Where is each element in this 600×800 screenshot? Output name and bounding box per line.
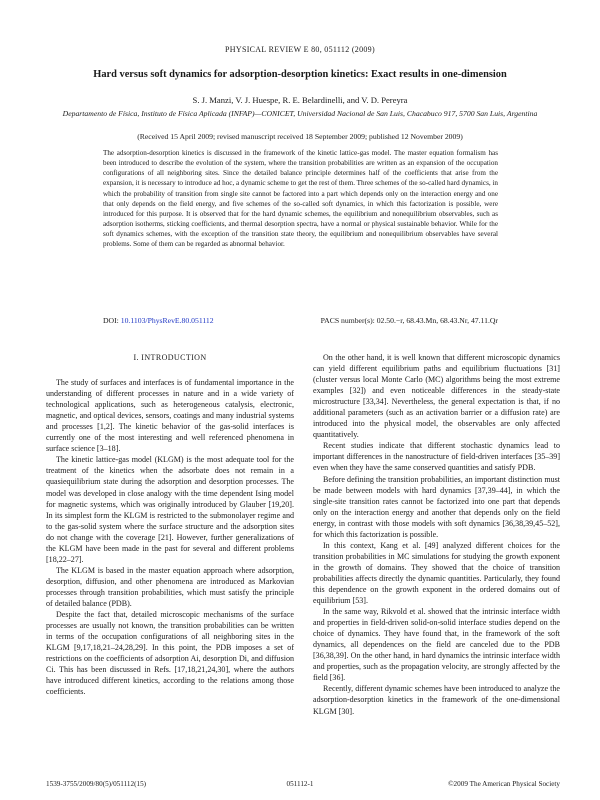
paragraph: In this context, Kang et al. [49] analyzed different choices for the transition probabilities in MC simulations for studying the growth exponent in the growth of domains. They showed that the choice of transition probabilities affects directly the dynamic quantities. Particularly, they found this dependence on the growth exponent in the ordered domains out of equilibrium [53]. xyxy=(313,540,560,606)
affiliation: Departamento de Física, Instituto de Física Aplicada (INFAP)—CONICET, Universidad Nacional de San Luis, Chacabuco 917, 5700 San Luis, Argentina xyxy=(62,109,538,118)
paragraph: In the same way, Rikvold et al. showed that the intrinsic interface width and properties in field-driven solid-on-solid interface studies depend on the choice of dynamics. They have found that, in the framework of the soft dynamics, all dependences on the field are canceled due to the PDB [36,38,39]. On the other hand, in hard dynamics the intrinsic interface width and properties, such as the propagation velocity, are strongly affected by the field [36]. xyxy=(313,607,560,683)
paragraph: Recent studies indicate that different stochastic dynamics lead to important differences in the nanostructure of field-driven interfaces [35–39] even when they have the same conserved quantities and satisfy PDB. xyxy=(313,441,560,473)
received-dates: (Received 15 April 2009; revised manuscript received 18 September 2009; published 12 November 2009) xyxy=(137,132,463,141)
paragraph: On the other hand, it is well known that different microscopic dynamics can yield different equilibrium paths and equilibrium fluctuations [31] (cluster versus local Monte Carlo (MC) algorithms being the most extreme examples [32]) and even noticeable differences in the steady-state microstructure [33,34]. Nevertheless, the general expectation is that, if no additional parameters (such as an activation barrier or a diffusion rate) are introduced into the physical model, the observables are only affected quantitatively. xyxy=(313,353,560,440)
abstract: The adsorption-desorption kinetics is discussed in the framework of the kinetic lattice-gas model. The master equation formalism has been introduced to describe the evolution of the system, where the transition probabilities are written as an expansion of the occupation configurations of all neighboring sites. Since the detailed balance principle determines half of the coefficients that arise from the expansion, it is necessary to introduce ad hoc, a dynamic scheme to get the rest of them. Three schemes of the so-called hard dynamics, in which the probability of transition from single site cannot be factored into a part which depends only on the interaction energy and one that only depends on the field energy, and five schemes of the so-called soft dynamics, in which this factorization is possible, were introduced for this purpose. It is observed that for the hard dynamic schemes, the equilibrium and nonequilibrium observables, such as adsorption isotherms, sticking coefficients, and thermal desorption spectra, have a normal or physical sustainable behavior. While for the soft dynamics schemes, with the exception of the transition state theory, the equilibrium and nonequilibrium observables have several problems. Some of them can be regarded as abnormal behavior. xyxy=(103,149,498,249)
author-list: S. J. Manzi, V. J. Huespe, R. E. Belardinelli, and V. D. Pereyra xyxy=(192,95,408,105)
paragraph: The study of surfaces and interfaces is of fundamental importance in the understanding of different processes in nature and in a wide variety of technological applications, such as heterogeneous catalysis, electronic, magnetic, and optical devices, sensors, coatings and many industrial systems and processes [1,2]. The kinetic behavior of the gas-solid interfaces is currently one of the most interesting and well referenced phenomena in surface science [3–18]. xyxy=(46,378,294,454)
pacs-numbers: PACS number(s): 02.50.−r, 68.43.Mn, 68.43.Nr, 47.11.Qr xyxy=(320,316,498,325)
footer-issn: 1539-3755/2009/80(5)/051112(15) xyxy=(46,780,147,788)
paragraph: The kinetic lattice-gas model (KLGM) is the most adequate tool for the treatment of the kinetics when the adsorbate does not remain in a quasiequilibrium state during the adsorption and desorption processes. The model was developed in close analogy with the time dependent Ising model for magnetic systems, which was originally introduced by Glauber [19,20]. In its simplest form the KLGM is restricted to the submonolayer regime and to the gas-solid system where the surface structure and the adsorption sites do not change with the coverage [21]. However, further generalizations of the KLGM have been made in the past for several and different problems [18,22–27]. xyxy=(46,455,294,564)
paragraph: Recently, different dynamic schemes have been introduced to analyze the adsorption-desorption kinetics in the framework of the one-dimensional KLGM [30]. xyxy=(313,684,560,716)
doi-link[interactable]: 10.1103/PhysRevE.80.051112 xyxy=(120,316,214,325)
article-title: Hard versus soft dynamics for adsorption-desorption kinetics: Exact results in one-dimension xyxy=(93,69,507,80)
doi-line xyxy=(103,316,498,325)
paragraph: Despite the fact that, detailed microscopic mechanisms of the surface processes are usually not known, the transition probabilities can be written in terms of the occupation configurations of all neighboring sites in the KLGM [9,17,18,21–24,28,29]. In this point, the PDB imposes a set of restrictions on the coefficients of adsorption Ai, desorption Di, and diffusion Ci. This has been discussed in Refs. [17,18,21,24,30], where the authors have introduced different kinetics, according to the relations among those coefficients. xyxy=(46,610,294,697)
journal-header: PHYSICAL REVIEW E 80, 051112 (2009) xyxy=(225,45,375,54)
doi-label: DOI: xyxy=(103,316,119,325)
footer-copyright: ©2009 The American Physical Society xyxy=(448,780,560,788)
paragraph: Before defining the transition probabilities, an important distinction must be made between models with hard dynamics [37,39–44], in which the single-site transition rates cannot be factorized into one part that depends only on the interaction energy and another that depends only on the field energy, in contrast with those models with soft dynamics [36,38,39,45–52], for which this factorization is possible. xyxy=(313,474,560,539)
paragraph: The KLGM is based in the master equation approach where adsorption, desorption, diffusion, and other phenomena are introduced as Markovian processes through transition probabilities, which must satisfy the principle of detailed balance (PDB). xyxy=(46,565,294,608)
left-column xyxy=(46,352,294,697)
right-column xyxy=(313,352,560,717)
footer-page-number: 051112-1 xyxy=(286,780,314,788)
section-heading: I. INTRODUCTION xyxy=(133,353,207,362)
